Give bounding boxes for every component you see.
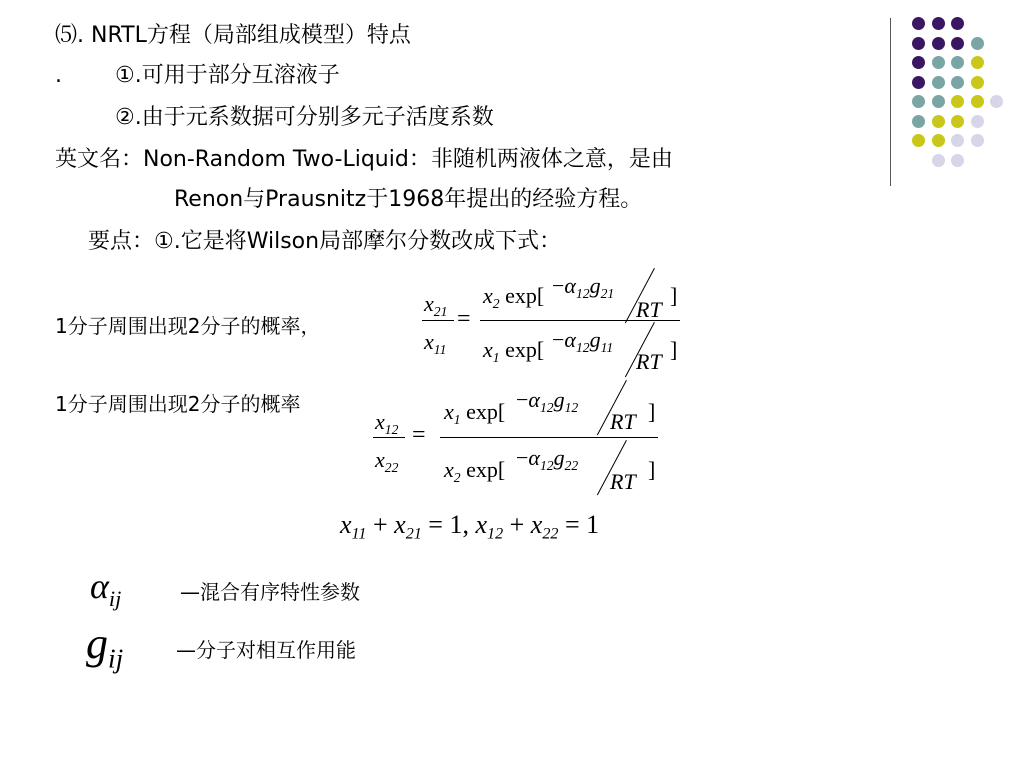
eq1-den-rt: RT bbox=[636, 349, 662, 374]
decorative-dot bbox=[932, 56, 945, 69]
decorative-dot bbox=[951, 134, 964, 147]
eq2-den-neg: − bbox=[516, 445, 529, 470]
decorative-dot bbox=[912, 134, 925, 147]
key-point: 要点：①.它是将Wilson局部摩尔分数改成下式： bbox=[88, 229, 562, 254]
decorative-dot bbox=[951, 95, 964, 108]
eq2-num-exp: exp[ bbox=[466, 399, 506, 424]
eq2-num-rt: RT bbox=[610, 409, 636, 434]
heading: ⑸. NRTL方程（局部组成模型）特点 bbox=[55, 23, 411, 48]
eq1-den-close: ] bbox=[670, 337, 678, 362]
eq1-num-exponent: $-\alpha_{12}g_{21}$ bbox=[552, 273, 615, 301]
decorative-dot bbox=[932, 37, 945, 50]
eq1-den-neg: − bbox=[552, 327, 565, 352]
eq2-num-close: ] bbox=[648, 399, 656, 424]
decorative-dot bbox=[971, 76, 984, 89]
decorative-dot bbox=[971, 95, 984, 108]
divider-line bbox=[890, 18, 891, 186]
decorative-dot bbox=[971, 134, 984, 147]
eq2-den-rt: RT bbox=[610, 469, 636, 494]
eq1-num-rt: RT bbox=[636, 297, 662, 322]
eq2-lhs-num: $x_{12}$ bbox=[375, 409, 399, 437]
eq1-num-close: ] bbox=[670, 283, 678, 308]
decorative-dot bbox=[990, 95, 1003, 108]
eq2-main-bar bbox=[440, 437, 658, 438]
eq2-den: $x_2$ exp[ bbox=[444, 457, 506, 485]
decorative-dot bbox=[932, 115, 945, 128]
point-2: ②.由于元系数据可分别多元子活度系数 bbox=[115, 105, 494, 130]
decorative-dot bbox=[932, 134, 945, 147]
eq1-lhs-den: $x_{11}$ bbox=[424, 329, 447, 357]
eq1-main-bar bbox=[480, 320, 680, 321]
eq2-den-exponent: $-\alpha_{12}g_{22}$ bbox=[516, 445, 579, 473]
eq2-num: $x_1$ exp[ bbox=[444, 399, 506, 427]
bullet-dot: . bbox=[55, 63, 62, 88]
decorative-dot bbox=[971, 56, 984, 69]
eq2-num-exponent: $-\alpha_{12}g_{12}$ bbox=[516, 387, 579, 415]
decorative-dot bbox=[971, 115, 984, 128]
decorative-dot bbox=[912, 37, 925, 50]
g-symbol: $g_{ij}$ bbox=[86, 619, 124, 674]
eq1-lhs-bar bbox=[422, 320, 454, 321]
decorative-dot bbox=[951, 37, 964, 50]
eq2-lhs-den: $x_{22}$ bbox=[375, 447, 399, 475]
decorative-dot bbox=[951, 154, 964, 167]
eq2-den-close: ] bbox=[648, 457, 656, 482]
eq2-den-exp: exp[ bbox=[466, 457, 506, 482]
alpha-desc: —混合有序特性参数 bbox=[180, 580, 360, 604]
origin: Renon与Prausnitz于1968年提出的经验方程。 bbox=[174, 187, 643, 212]
decorative-dot bbox=[932, 154, 945, 167]
decorative-dot bbox=[912, 17, 925, 30]
decorative-dot bbox=[951, 76, 964, 89]
decorative-dot bbox=[912, 76, 925, 89]
decorative-dot bbox=[932, 95, 945, 108]
eq1-num: $x_2$ exp[ bbox=[483, 283, 545, 311]
eq1-lhs-num: $x_{21}$ bbox=[424, 291, 448, 319]
decorative-dot bbox=[951, 115, 964, 128]
eq1-den: $x_1$ exp[ bbox=[483, 337, 545, 365]
g-desc: —分子对相互作用能 bbox=[176, 638, 356, 662]
point-1: ①.可用于部分互溶液子 bbox=[115, 63, 340, 88]
sum-equation: $x_{11} + x_{21} = 1$, $x_{12} + x_{22} = 1$ bbox=[340, 510, 600, 543]
eq1-num-exp: exp[ bbox=[505, 283, 545, 308]
decorative-dot bbox=[951, 17, 964, 30]
decorative-dot bbox=[912, 115, 925, 128]
eq1-den-exp: exp[ bbox=[505, 337, 545, 362]
eq2-equals: = bbox=[412, 422, 426, 448]
eq1-den-exponent: $-\alpha_{12}g_{11}$ bbox=[552, 327, 614, 355]
decorative-dot bbox=[951, 56, 964, 69]
alpha-symbol: $\alpha_{ij}$ bbox=[90, 566, 122, 611]
eq2-num-neg: − bbox=[516, 387, 529, 412]
eq2-lhs-bar bbox=[373, 437, 405, 438]
decorative-dot bbox=[971, 37, 984, 50]
english-name: 英文名：Non-Random Two-Liquid：非随机两液体之意，是由 bbox=[55, 147, 673, 172]
decorative-dot bbox=[912, 56, 925, 69]
eq1-num-neg: − bbox=[552, 273, 565, 298]
decorative-dot bbox=[912, 95, 925, 108]
decorative-dot bbox=[932, 17, 945, 30]
eq1-equals: = bbox=[457, 306, 471, 332]
prob2-label: 1分子周围出现2分子的概率 bbox=[55, 392, 301, 416]
prob1-label: 1分子周围出现2分子的概率， bbox=[55, 314, 321, 338]
decorative-dot bbox=[932, 76, 945, 89]
